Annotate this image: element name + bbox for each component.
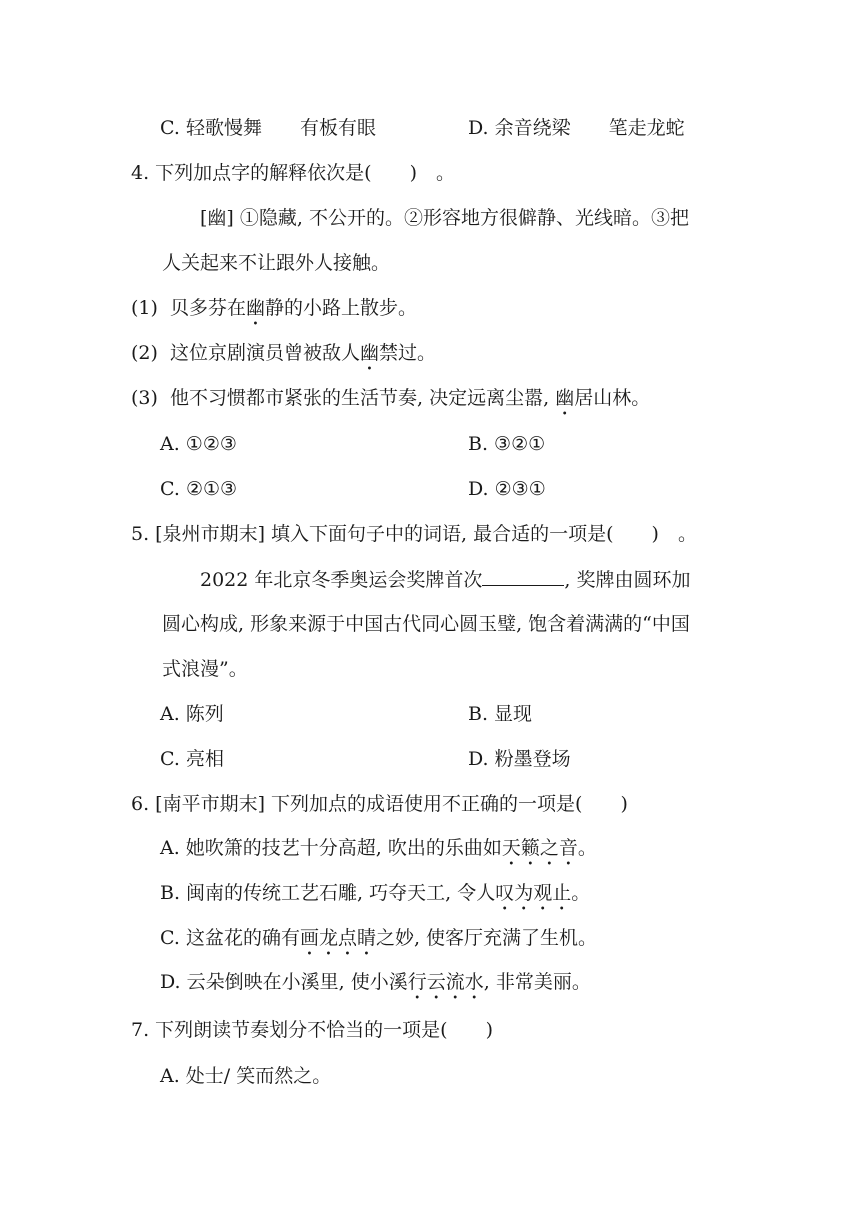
q3-option-d: D. 余音绕梁 笔走龙蛇 [468, 117, 685, 139]
dotted-character: 幽 [360, 342, 380, 364]
q4-option-c: C. ②①③ [160, 478, 238, 500]
dotted-idiom: 画龙点睛 [299, 927, 376, 949]
q5-passage-line-2: 圆心构成, 形象来源于中国古代同心圆玉璧, 饱含着满满的“中国 [162, 613, 690, 635]
option-text: 。 [577, 837, 597, 859]
q5-stem: 5. [泉州市期末] 填入下面句子中的词语, 最合适的一项是( ) 。 [131, 523, 697, 545]
q7-stem: 7. 下列朗读节奏划分不恰当的一项是( ) [131, 1019, 493, 1041]
option-text: C. 这盆花的确有 [160, 927, 300, 949]
q6-option-d [160, 970, 591, 1004]
option-text: , 非常美丽。 [483, 971, 591, 993]
sentence-text: 禁过。 [379, 342, 437, 364]
passage-text: 2022 年北京冬季奥运会奖牌首次 [200, 569, 483, 591]
q5-option-a: A. 陈列 [160, 703, 224, 725]
q4-stem: 4. 下列加点字的解释依次是( ) 。 [131, 162, 455, 184]
option-text: D. 云朵倒映在小溪里, 使小溪 [160, 971, 408, 993]
dotted-idiom: 叹为观止 [495, 882, 572, 904]
q4-sentence-3 [131, 386, 650, 420]
sentence-number: (1) [131, 297, 158, 319]
q4-definition-line-2: 人关起来不让跟外人接触。 [162, 252, 391, 274]
q6-option-a [160, 836, 597, 870]
sentence-text: 静的小路上散步。 [265, 297, 418, 319]
dotted-idiom: 行云流水 [407, 971, 484, 993]
fill-in-blank [482, 567, 564, 586]
q5-option-b: B. 显现 [468, 703, 533, 725]
q4-definition-line-1: [幽] ①隐藏, 不公开的。②形容地方很僻静、光线暗。③把 [200, 207, 689, 229]
q4-option-a: A. ①②③ [160, 433, 237, 455]
passage-text: , 奖牌由圆环加 [564, 569, 691, 591]
dotted-character: 幽 [555, 387, 575, 409]
q3-option-c: C. 轻歌慢舞 有板有眼 [160, 117, 376, 139]
sentence-text: 这位京剧演员曾被敌人 [170, 342, 361, 364]
q5-option-d: D. 粉墨登场 [468, 748, 571, 770]
q5-option-c: C. 亮相 [160, 748, 224, 770]
q4-option-d: D. ②③① [468, 478, 546, 500]
option-text: A. 她吹箫的技艺十分高超, 吹出的乐曲如 [160, 837, 502, 859]
q4-option-b: B. ③②① [468, 433, 546, 455]
dotted-idiom: 天籁之音 [501, 837, 578, 859]
sentence-number: (2) [131, 342, 158, 364]
q6-option-b [160, 881, 590, 915]
q4-sentence-2 [131, 341, 436, 375]
q5-passage-line-1 [200, 567, 691, 592]
sentence-text: 他不习惯都市紧张的生活节奏, 决定远离尘嚣, [170, 387, 556, 409]
q6-stem: 6. [南平市期末] 下列加点的成语使用不正确的一项是( ) [131, 793, 628, 815]
sentence-number: (3) [131, 387, 158, 409]
sentence-text: 贝多芬在 [170, 297, 247, 319]
q6-option-c [160, 926, 597, 960]
dotted-character: 幽 [246, 297, 266, 319]
q7-option-a: A. 处士/ 笑而然之。 [160, 1065, 332, 1087]
q4-sentence-1 [131, 296, 417, 330]
option-text: 。 [571, 882, 591, 904]
option-text: B. 闽南的传统工艺石雕, 巧夺天工, 令人 [160, 882, 496, 904]
sentence-text: 居山林。 [574, 387, 651, 409]
option-text: 之妙, 使客厅充满了生机。 [375, 927, 598, 949]
q5-passage-line-3: 式浪漫”。 [162, 658, 248, 680]
